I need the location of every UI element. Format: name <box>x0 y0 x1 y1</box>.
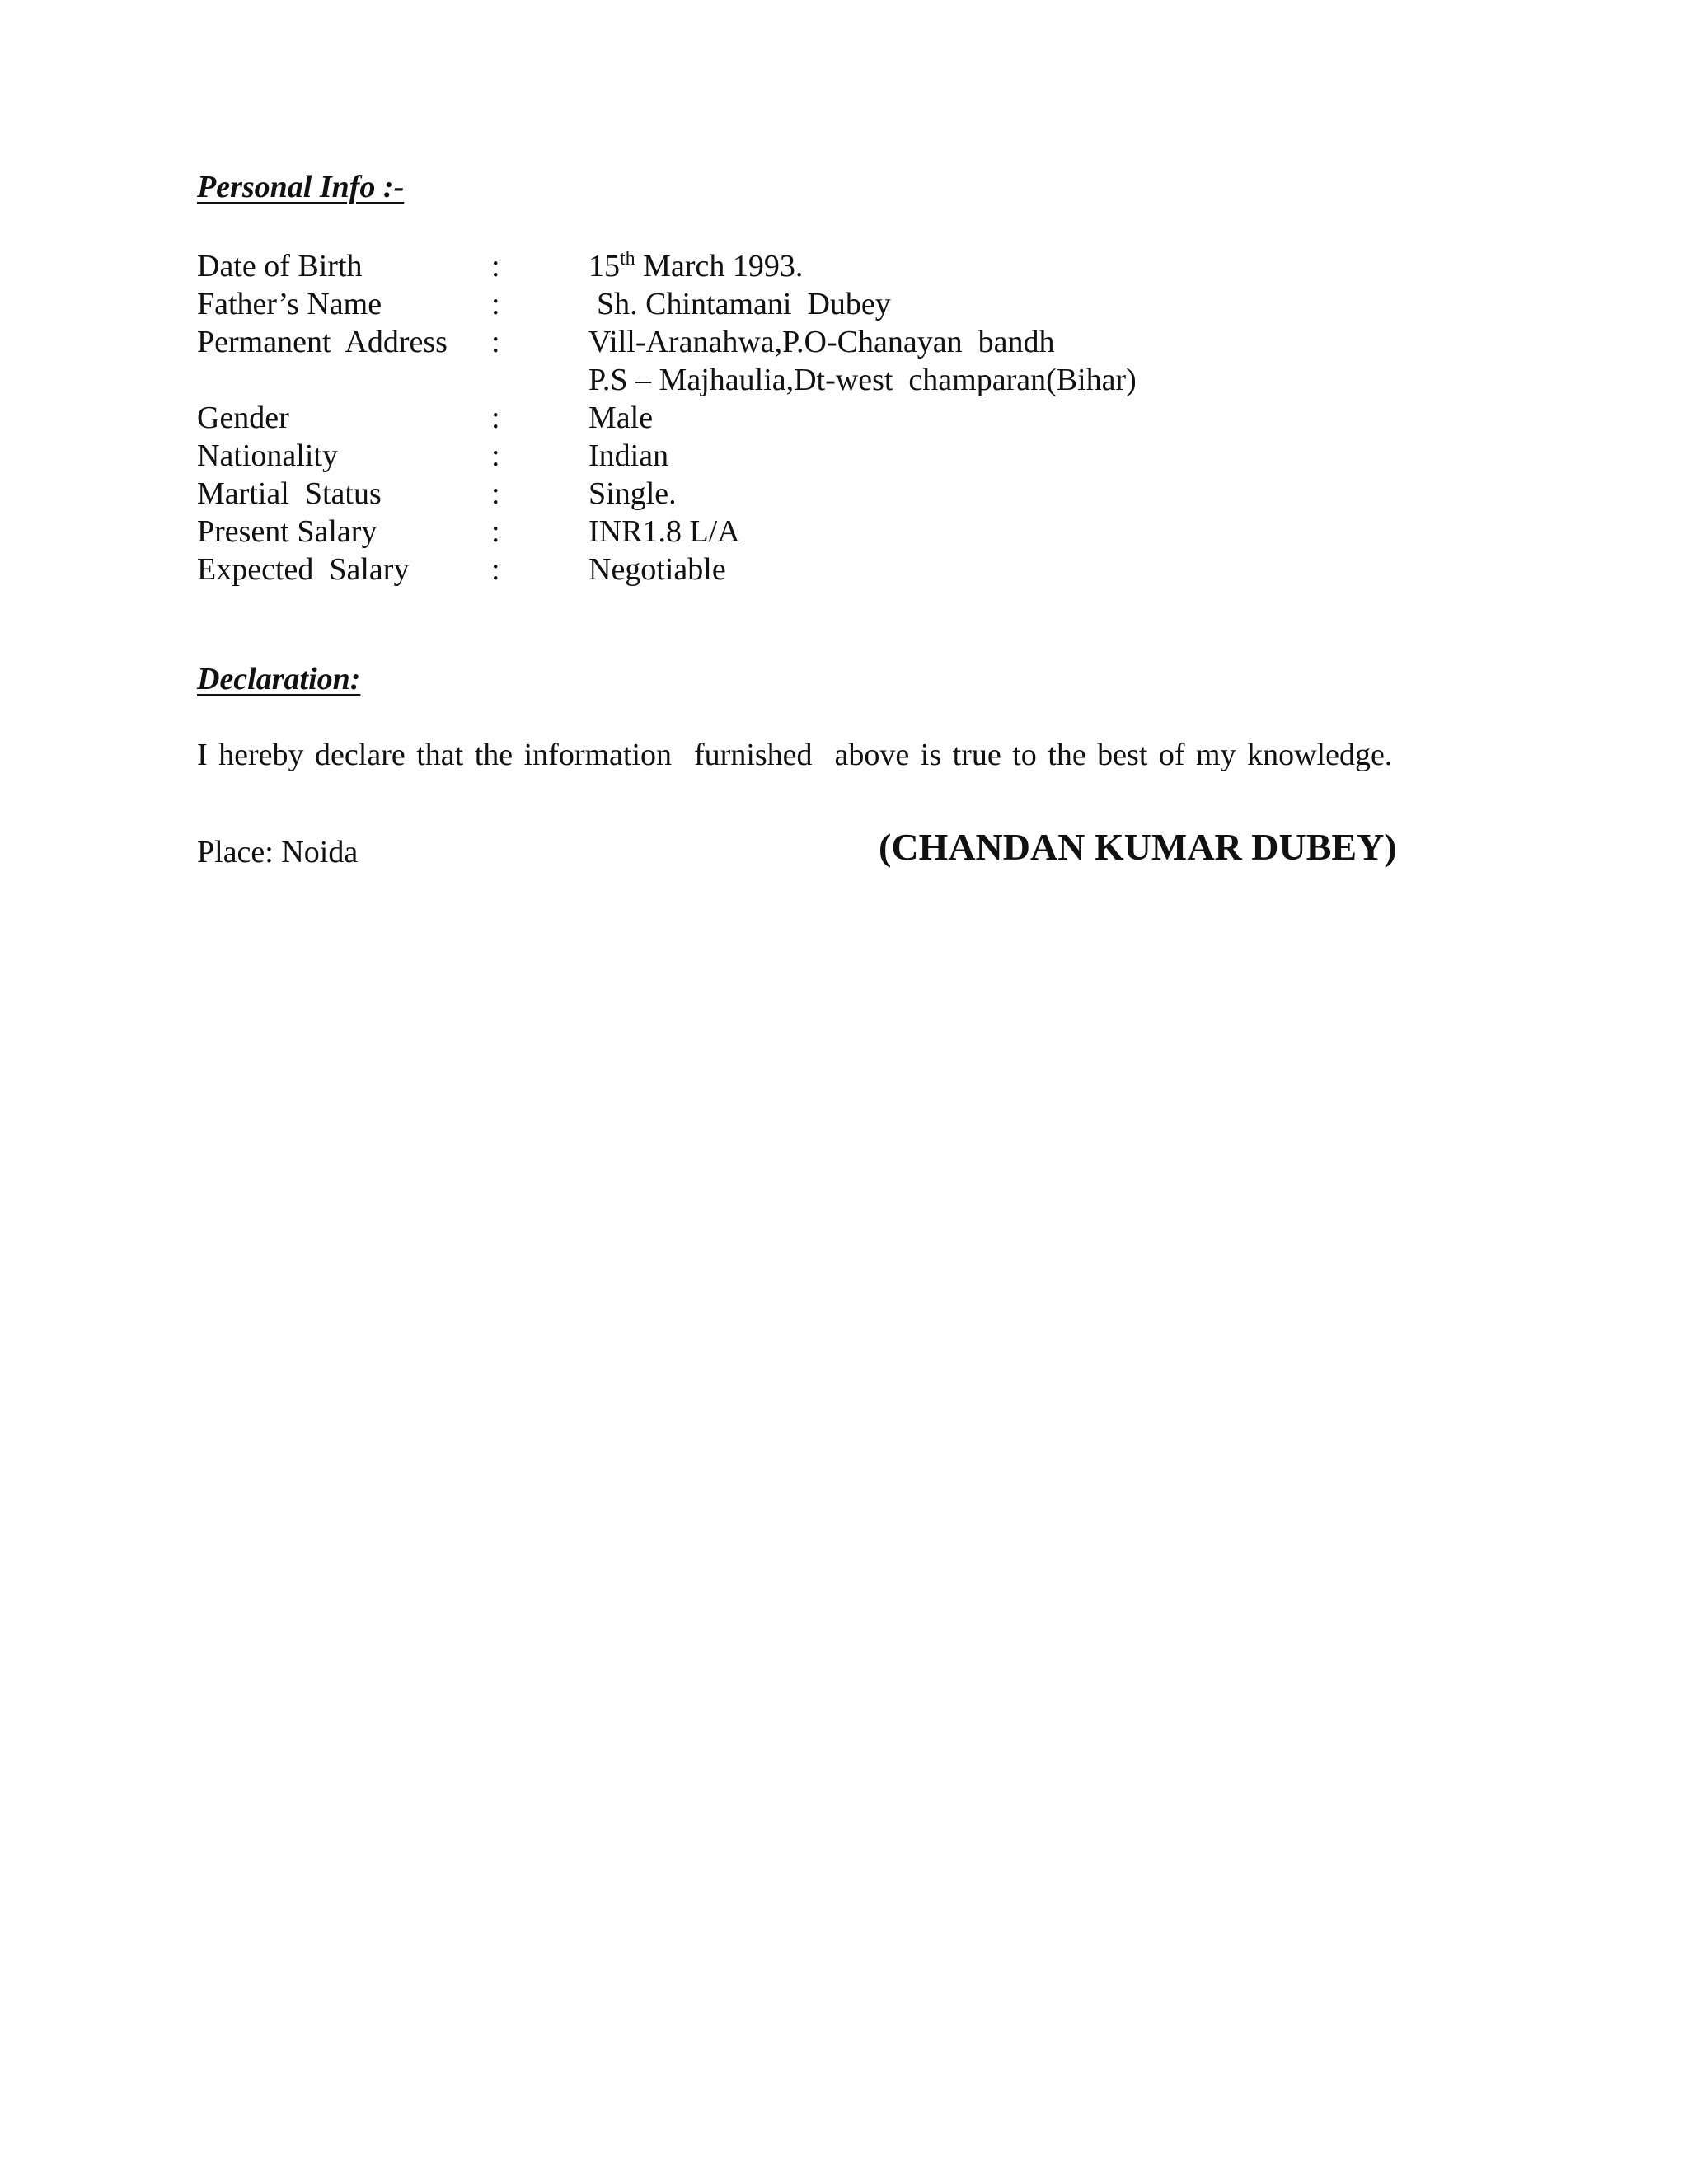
info-row-expected-salary <box>197 551 1433 588</box>
info-colon: : <box>491 401 500 435</box>
info-label: Gender <box>197 401 289 435</box>
info-colon: : <box>491 514 500 549</box>
place-line: Place: Noida <box>197 835 359 869</box>
dob-rest: March 1993. <box>635 249 804 284</box>
info-row-nationality <box>197 437 1433 475</box>
info-label: Expected Salary <box>197 552 410 587</box>
info-colon: : <box>491 325 500 359</box>
personal-info-table <box>197 247 1433 588</box>
info-value: Indian <box>588 438 669 473</box>
info-value: Sh. Chintamani Dubey <box>597 287 891 321</box>
dob-day: 15 <box>588 249 620 284</box>
declaration-heading: Declaration: <box>197 662 361 696</box>
info-row-gender <box>197 399 1433 437</box>
dob-day-suffix: th <box>620 248 635 269</box>
info-label: Martial Status <box>197 476 382 511</box>
info-label: Present Salary <box>197 514 377 549</box>
signature-name: (CHANDAN KUMAR DUBEY) <box>879 826 1397 868</box>
address-line-2: P.S – Majhaulia,Dt-west champaran(Bihar) <box>588 363 1137 397</box>
info-value: INR1.8 L/A <box>588 514 740 549</box>
info-colon: : <box>491 552 500 587</box>
info-value: Male <box>588 401 654 435</box>
info-row-date-of-birth <box>197 247 1433 285</box>
info-value: Single. <box>588 476 677 511</box>
info-colon: : <box>491 476 500 511</box>
info-label: Father’s Name <box>197 287 382 321</box>
info-row-marital-status <box>197 475 1433 513</box>
info-label: Permanent Address <box>197 325 448 359</box>
info-row-permanent-address <box>197 323 1433 399</box>
info-row-fathers-name <box>197 285 1433 323</box>
info-row-present-salary <box>197 513 1433 551</box>
info-value <box>588 247 803 285</box>
declaration-text: I hereby declare that the information furnished above is true to the best of my knowledge. <box>197 738 1393 772</box>
info-value: Negotiable <box>588 552 726 587</box>
info-colon: : <box>491 438 500 473</box>
info-colon: : <box>491 287 500 321</box>
address-line-1: Vill-Aranahwa,P.O-Chanayan bandh <box>588 325 1055 359</box>
info-value <box>588 323 1137 399</box>
info-label: Nationality <box>197 438 338 473</box>
personal-info-heading: Personal Info :- <box>197 170 405 204</box>
info-colon: : <box>491 249 500 284</box>
info-label: Date of Birth <box>197 249 363 284</box>
